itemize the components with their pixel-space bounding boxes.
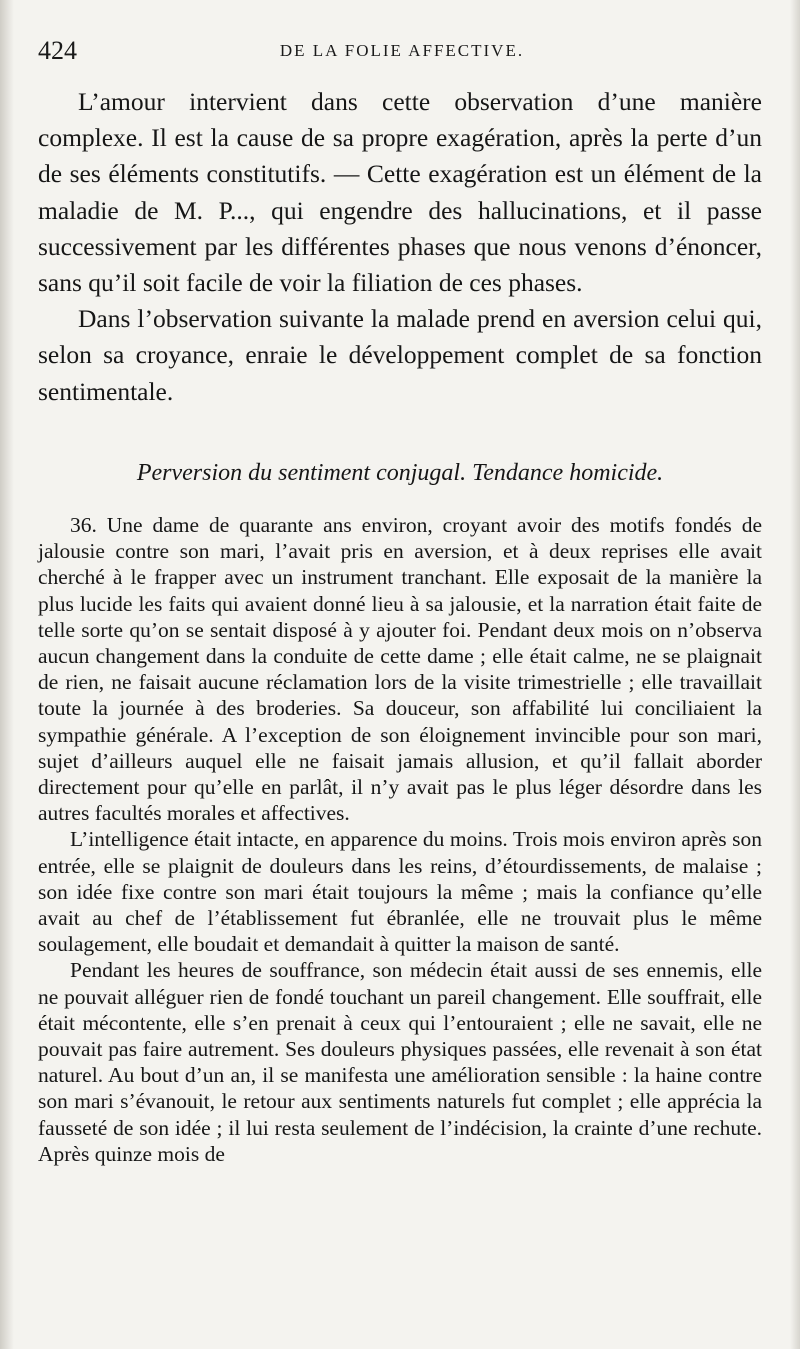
page-header bbox=[38, 36, 766, 66]
case-paragraph bbox=[38, 512, 762, 826]
paragraph-amour: L’amour intervient dans cette observation d’une manière complexe. Il est la cause de sa propre exagération, après la perte d’un de ses éléments constitutifs. — Cette exagération est un élément de la maladie de M. P..., qui engendre des hallucinations, et il passe successivement par les différentes phases que nous venons d’énoncer, sans qu’il soit facile de voir la filiation de ces phases. bbox=[38, 87, 762, 298]
paragraph-intelligence: L’intelligence était intacte, en apparence du moins. Trois mois environ après son entrée, elle se plaignit de douleurs dans les reins, d’étourdissements, de malaise ; son idée fixe contre son mari était toujours la même ; mais la confiance qu’elle avait au chef de l’établissement fut ébranlée, elle ne trouvait plus le même soulagement, elle boudait et demandait à quitter la maison de santé. bbox=[38, 827, 762, 957]
intro-text-block bbox=[38, 84, 762, 410]
case-number: 36. bbox=[70, 513, 97, 537]
case-first-paragraph-text: Une dame de quarante ans environ, croyant avoir des motifs fondés de jalousie contre son mari, l’avait pris en aversion, et à deux reprises elle avait cherché à le frapper avec un instrument tranchant. Elle exposait de la manière la plus lucide les faits qui avaient donné lieu à sa jalousie, et la narration était faite de telle sorte qu’on se sentait disposé à y ajouter foi. Pendant deux mois on n’observa aucun changement dans la conduite de cette dame ; elle était calme, ne se plaignait de rien, ne faisait aucune réclamation lors de la visite trimestrielle ; elle travaillait toute la journée à des broderies. Sa douceur, son affabilité lui conciliaient la sympathie générale. A l’exception de son éloignement invincible pour son mari, sujet d’ailleurs auquel elle ne faisait jamais allusion, et qu’il fallait aborder directement pour qu’elle en parlât, il n’y avait pas le plus léger désordre dans les autres facultés morales et affectives. bbox=[38, 513, 762, 826]
page-edge-shadow-right bbox=[790, 0, 800, 1349]
page-number: 424 bbox=[38, 36, 77, 65]
paragraph-observation-suivante: Dans l’observation suivante la malade prend en aversion celui qui, selon sa croyance, enraie le développement complet de sa fonction sentimentale. bbox=[38, 304, 762, 406]
running-title: DE LA FOLIE AFFECTIVE. bbox=[279, 41, 525, 60]
page-edge-shadow-left bbox=[0, 0, 14, 1349]
case-text-block bbox=[38, 512, 762, 1167]
section-subheading: Perversion du sentiment conjugal. Tendance homicide. bbox=[136, 460, 664, 486]
paragraph-souffrance: Pendant les heures de souffrance, son médecin était aussi de ses ennemis, elle ne pouvait alléguer rien de fondé touchant un pareil changement. Elle souffrait, elle était mécontente, elle s’en prenait à ceux qui l’entouraient ; elle ne savait, elle ne pouvait pas faire autrement. Ses douleurs physiques passées, elle revenait à son état naturel. Au bout d’un an, il se manifesta une amélioration sensible : la haine contre son mari s’évanouit, le retour aux sentiments naturels fut complet ; elle apprécia la fausseté de son idée ; il lui resta seulement de l’indécision, la crainte d’une rechute. Après quinze mois de bbox=[38, 958, 762, 1166]
